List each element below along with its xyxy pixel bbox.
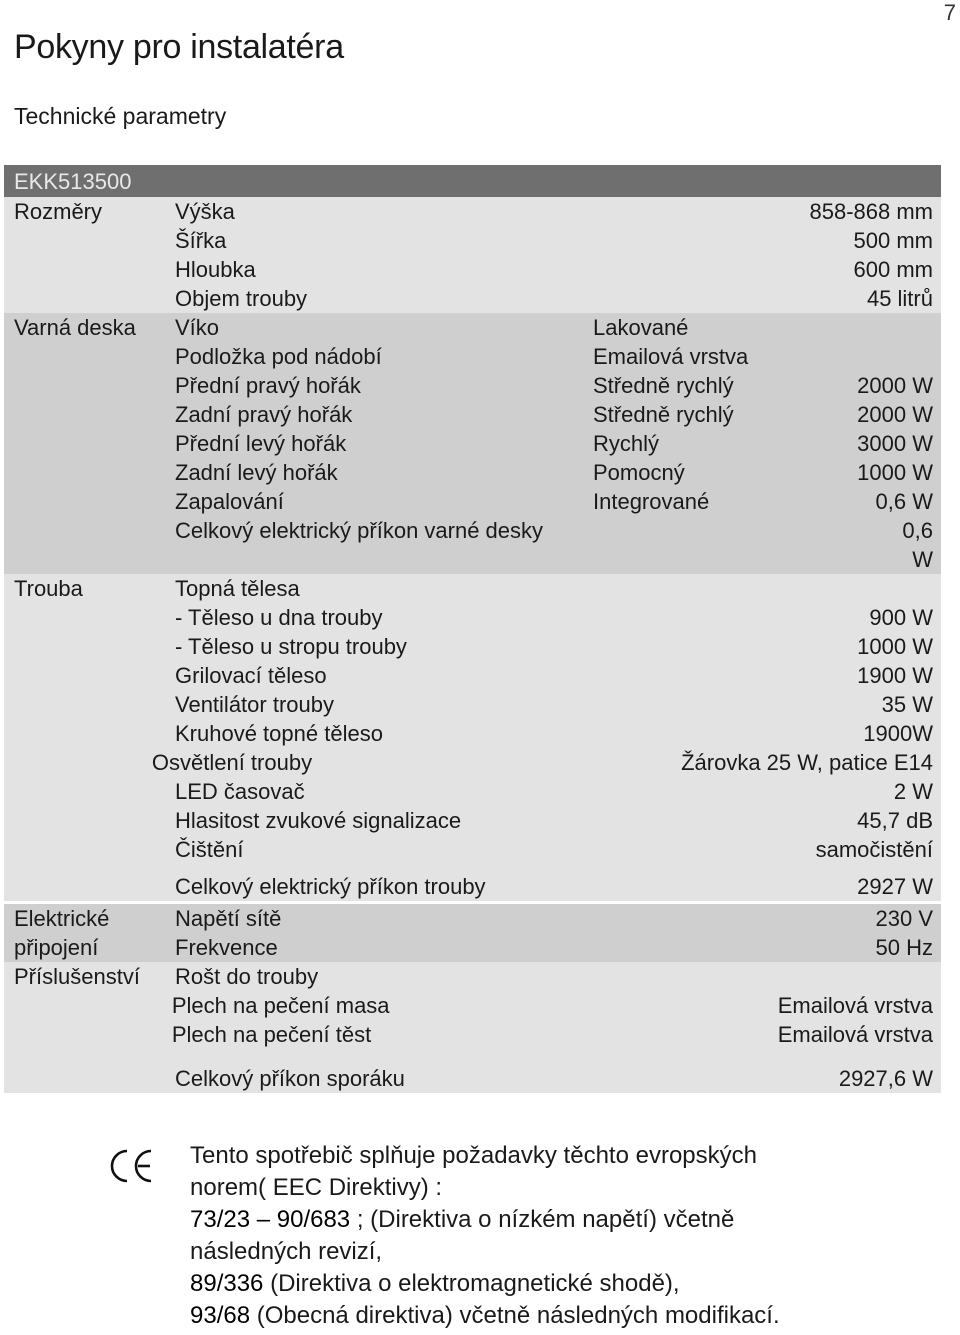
item-label: Hlasitost zvukové signalizace: [175, 808, 462, 833]
value-label: Žárovka 25 W, patice E14: [681, 750, 933, 775]
table-row: [4, 284, 941, 313]
item-label: Zadní levý hořák: [175, 460, 338, 485]
item-label: Plech na pečení těst: [171, 1022, 372, 1047]
type-label: [593, 690, 793, 719]
value-label: [793, 313, 941, 342]
compliance-line: Tento spotřebič splňuje požadavky těchto evropských: [190, 1142, 757, 1169]
type-label: [593, 197, 793, 226]
table-row: [4, 197, 941, 226]
item-label: Celkový příkon sporáku: [175, 1066, 405, 1091]
table-row: [4, 661, 941, 690]
category-label: Příslušenství: [14, 964, 140, 989]
type-label: Rychlý: [593, 431, 660, 456]
type-label: [593, 661, 793, 690]
model-header: EKK513500: [4, 165, 941, 197]
type-label: [593, 255, 793, 284]
value-label: 1000 W: [857, 634, 933, 659]
value-label: samočistění: [815, 837, 933, 862]
section-oven: [4, 574, 941, 901]
value-label: 2927 W: [857, 874, 933, 899]
type-label: [593, 603, 793, 632]
value-label: [793, 342, 941, 371]
table-row: [4, 226, 941, 255]
table-row: [4, 342, 941, 371]
type-label: [593, 1064, 793, 1093]
table-row: [4, 719, 941, 748]
section-accessories: [4, 962, 941, 1093]
table-row: [4, 904, 941, 933]
page-title: Pokyny pro instalatéra: [14, 28, 344, 66]
table-row: [4, 255, 941, 284]
item-label: Zapalování: [175, 489, 284, 514]
item-label: Čištění: [175, 837, 244, 862]
table-row: [4, 748, 941, 777]
category-label: Trouba: [14, 576, 83, 601]
value-label: 1000 W: [857, 460, 933, 485]
category-label: Rozměry: [14, 199, 103, 224]
item-label: Grilovací těleso: [175, 663, 327, 688]
value-label: 2000 W: [857, 373, 933, 398]
table-row: [4, 991, 941, 1020]
type-label: [593, 719, 793, 748]
table-row: [4, 872, 941, 901]
value-label: 0,6 W: [902, 518, 933, 572]
type-label: Středně rychlý: [593, 402, 734, 427]
type-label: [593, 933, 793, 962]
compliance-line: norem( EEC Direktivy) :: [190, 1174, 443, 1201]
item-label: Hloubka: [175, 257, 256, 282]
table-row: [4, 1064, 941, 1093]
category-label: Varná deska: [14, 315, 136, 340]
value-label: 2 W: [893, 779, 933, 804]
item-label: Frekvence: [175, 935, 278, 960]
item-label: Objem trouby: [175, 286, 308, 311]
table-row: [4, 603, 941, 632]
item-label: LED časovač: [175, 779, 305, 804]
table-row: [4, 516, 941, 574]
item-label: - Těleso u stropu trouby: [175, 634, 407, 659]
type-label: [593, 632, 793, 661]
compliance-line: 89/336 (Direktiva o elektromagnetické shodě),: [190, 1270, 680, 1297]
page-number: 7: [943, 0, 956, 25]
compliance-notice: [0, 1140, 960, 1335]
item-label: Šířka: [175, 228, 227, 253]
table-row: [4, 487, 941, 516]
spec-table: [4, 165, 941, 1103]
table-row: [4, 806, 941, 835]
type-label: [593, 835, 793, 864]
value-label: 858-868 mm: [809, 199, 933, 224]
section-electrical: [4, 904, 941, 962]
item-label: Přední levý hořák: [175, 431, 347, 456]
value-label: 900 W: [869, 605, 933, 630]
type-label: [510, 748, 681, 777]
type-label: [593, 962, 793, 991]
type-label: [593, 806, 793, 835]
type-label: [593, 574, 793, 603]
item-label: Napětí sítě: [175, 906, 282, 931]
item-label: Výška: [175, 199, 235, 224]
compliance-text: [190, 1140, 910, 1332]
table-row: [4, 962, 941, 991]
type-label: [593, 284, 793, 313]
item-label: - Těleso u dna trouby: [175, 605, 383, 630]
type-label: [593, 516, 793, 574]
item-label: Plech na pečení masa: [171, 993, 390, 1018]
type-label: [593, 872, 793, 901]
table-row: [4, 835, 941, 864]
value-label: [793, 962, 941, 991]
value-label: 35 W: [881, 692, 933, 717]
compliance-line: 93/68 (Obecná direktiva) včetně následných modifikací.: [190, 1302, 780, 1329]
value-label: Emailová vrstva: [777, 1022, 933, 1047]
item-label: Kruhové topné těleso: [175, 721, 383, 746]
value-label: 1900W: [863, 721, 933, 746]
value-label: 3000 W: [857, 431, 933, 456]
value-label: 45 litrů: [866, 286, 933, 311]
value-label: 2000 W: [857, 402, 933, 427]
item-label: Osvětlení trouby: [151, 750, 313, 775]
item-label: Rošt do trouby: [175, 964, 319, 989]
directive-ref: 89/336: [190, 1270, 264, 1297]
item-label: Přední pravý hořák: [175, 373, 361, 398]
value-label: 2927,6 W: [838, 1066, 933, 1091]
section-hob: [4, 313, 941, 574]
type-label: Integrované: [593, 489, 710, 514]
type-label: Pomocný: [593, 460, 685, 485]
table-row: [4, 933, 941, 962]
category-label: připojení: [14, 935, 99, 960]
category-label: Elektrické: [14, 906, 110, 931]
type-label: [593, 777, 793, 806]
value-label: 45,7 dB: [857, 808, 933, 833]
value-label: 230 V: [875, 906, 933, 931]
table-row: [4, 313, 941, 342]
value-label: Emailová vrstva: [777, 993, 933, 1018]
table-row: [4, 777, 941, 806]
item-label: Víko: [175, 315, 220, 340]
value-label: 1900 W: [857, 663, 933, 688]
type-label: Emailová vrstva: [593, 344, 749, 369]
item-label: Zadní pravý hořák: [175, 402, 353, 427]
value-label: 500 mm: [853, 228, 933, 253]
table-row: [4, 574, 941, 603]
type-label: Lakované: [593, 315, 689, 340]
compliance-line: 73/23 – 90/683 ; (Direktiva o nízkém napětí) včetně: [190, 1206, 735, 1233]
section-dimensions: [4, 197, 941, 313]
type-label: Středně rychlý: [593, 373, 734, 398]
table-row: [4, 690, 941, 719]
type-label: [593, 904, 793, 933]
value-label: [793, 574, 941, 603]
table-row: [4, 1020, 941, 1049]
table-row: [4, 458, 941, 487]
ce-mark-icon: [108, 1148, 154, 1184]
item-label: Celkový elektrický příkon trouby: [175, 874, 486, 899]
item-label: Celkový elektrický příkon varné desky: [175, 518, 544, 543]
item-label: Podložka pod nádobí: [175, 344, 382, 369]
directive-ref: 93/68: [190, 1302, 251, 1329]
table-row: [4, 400, 941, 429]
compliance-line: následných revizí,: [190, 1238, 383, 1265]
table-row: [4, 632, 941, 661]
item-label: Ventilátor trouby: [175, 692, 334, 717]
section-title: Technické parametry: [14, 103, 227, 129]
table-row: [4, 371, 941, 400]
table-row: [4, 429, 941, 458]
item-label: Topná tělesa: [175, 576, 300, 601]
type-label: [593, 226, 793, 255]
value-label: 50 Hz: [875, 935, 933, 960]
value-label: 600 mm: [853, 257, 933, 282]
value-label: 0,6 W: [875, 489, 933, 514]
type-label: [582, 1020, 778, 1049]
directive-ref: 73/23 – 90/683: [190, 1206, 351, 1233]
type-label: [582, 991, 778, 1020]
